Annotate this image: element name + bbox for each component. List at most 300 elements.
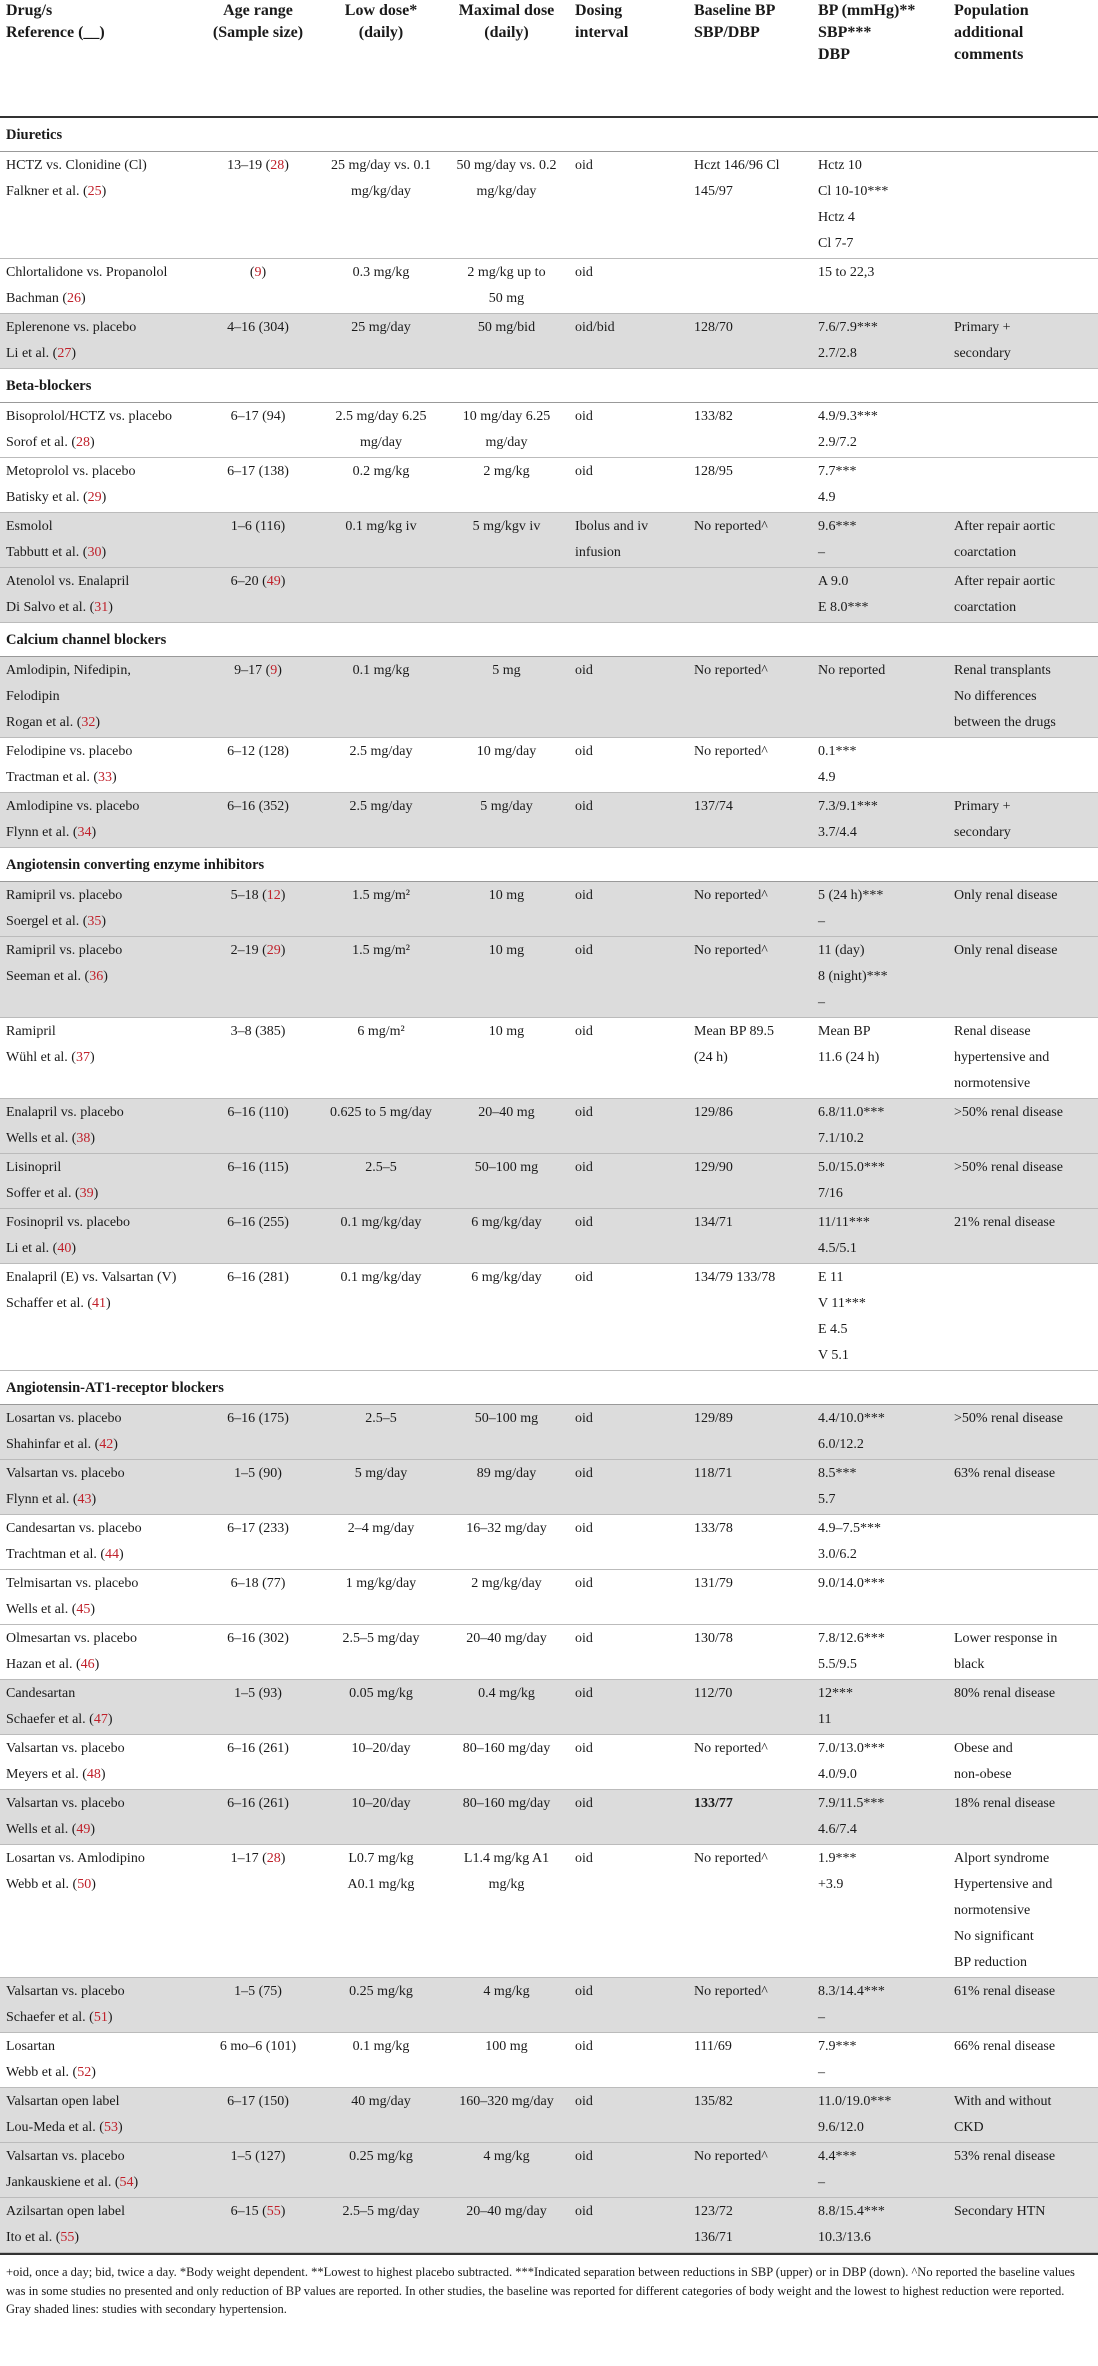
age-cell: 6–16 (255) [198,1209,318,1264]
bp-cell: 8.3/14.4*** – [812,1978,948,2033]
population-cell: >50% renal disease [948,1405,1098,1460]
age-cell: 6–16 (352) [198,793,318,848]
drug-cell: Valsartan vs. placebo Flynn et al. (43) [0,1460,198,1515]
section-title: Angiotensin converting enzyme inhibitors [0,848,1098,882]
drug-cell: Valsartan vs. placebo Wells et al. (49) [0,1790,198,1845]
header-line: Baseline BP [694,2,776,19]
interval-cell: oid [569,1790,688,1845]
population-cell: Renal disease hypertensive and normotensive [948,1018,1098,1099]
population-cell [948,1515,1098,1570]
interval-cell: oid [569,882,688,937]
age-cell: 6 mo–6 (101) [198,2033,318,2088]
population-cell: With and without CKD [948,2088,1098,2143]
low-dose-cell: 2.5–5 mg/day [318,1625,444,1680]
bp-cell: A 9.0 E 8.0*** [812,568,948,623]
age-cell: 6–16 (115) [198,1154,318,1209]
age-cell: 6–15 (55) [198,2198,318,2253]
drug-cell: Losartan vs. placebo Shahinfar et al. (42) [0,1405,198,1460]
baseline-cell: 134/79 133/78 [688,1264,812,1371]
interval-cell [569,568,688,623]
drug-cell: Metoprolol vs. placebo Batisky et al. (29) [0,458,198,513]
drug-cell: Azilsartan open label Ito et al. (55) [0,2198,198,2253]
reference-number[interactable]: 54 [119,2175,134,2190]
population-cell [948,259,1098,314]
reference-number[interactable]: 9 [270,663,278,678]
table-row [0,458,1098,513]
baseline-cell: 128/70 [688,314,812,369]
bp-cell: 8.5*** 5.7 [812,1460,948,1515]
drug-cell: Losartan vs. Amlodipino Webb et al. (50) [0,1845,198,1978]
reference-number[interactable]: 37 [75,1050,90,1065]
table-row [0,403,1098,458]
baseline-cell: 131/79 [688,1570,812,1625]
baseline-cell: 129/90 [688,1154,812,1209]
population-cell: >50% renal disease [948,1099,1098,1154]
reference-number[interactable]: 51 [93,2010,108,2025]
low-dose-cell: 0.3 mg/kg [318,259,444,314]
header-line: Low dose* [344,2,418,19]
baseline-cell: 135/82 [688,2088,812,2143]
age-cell: 6–12 (128) [198,738,318,793]
low-dose-cell: 0.1 mg/kg [318,2033,444,2088]
baseline-cell: No reported^ [688,1845,812,1978]
max-dose-cell: 10 mg [444,882,569,937]
age-cell: 6–17 (150) [198,2088,318,2143]
bp-cell: 7.6/7.9*** 2.7/2.8 [812,314,948,369]
bp-cell: 7.9*** – [812,2033,948,2088]
low-dose-cell: 0.05 mg/kg [318,1680,444,1735]
reference-number[interactable]: 31 [94,600,109,615]
bp-cell: 4.4/10.0*** 6.0/12.2 [812,1405,948,1460]
low-dose-cell: 40 mg/day [318,2088,444,2143]
max-dose-cell: 4 mg/kg [444,1978,569,2033]
header-baseline [688,0,812,117]
bp-cell: 11.0/19.0*** 9.6/12.0 [812,2088,948,2143]
drug-cell: Candesartan vs. placebo Trachtman et al. (44) [0,1515,198,1570]
header-line: additional [954,24,1024,41]
reference-number[interactable]: 28 [270,158,285,173]
baseline-cell [688,259,812,314]
table-row [0,1978,1098,2033]
max-dose-cell: 20–40 mg/day [444,1625,569,1680]
age-cell: 6–16 (281) [198,1264,318,1371]
header-line: Age range [223,2,293,19]
population-cell: 18% renal disease [948,1790,1098,1845]
reference-number[interactable]: 50 [77,1877,92,1892]
population-cell [948,1264,1098,1371]
interval-cell: oid [569,657,688,738]
drug-cell: HCTZ vs. Clonidine (Cl) Falkner et al. (25) [0,152,198,259]
drug-cell: Amlodipin, Nifedipin, Felodipin Rogan et al. (32) [0,657,198,738]
max-dose-cell: 2 mg/kg/day [444,1570,569,1625]
low-dose-cell: 1 mg/kg/day [318,1570,444,1625]
reference-number[interactable]: 33 [98,770,113,785]
table-row [0,513,1098,568]
drug-cell: Valsartan vs. placebo Jankauskiene et al. (54) [0,2143,198,2198]
drug-cell: Atenolol vs. Enalapril Di Salvo et al. (31) [0,568,198,623]
max-dose-cell: 5 mg [444,657,569,738]
table-row [0,2143,1098,2198]
reference-number[interactable]: 25 [87,184,102,199]
population-cell [948,738,1098,793]
baseline-cell: No reported^ [688,937,812,1018]
low-dose-cell: 0.1 mg/kg iv [318,513,444,568]
age-cell: (9) [198,259,318,314]
header-line: interval [575,24,629,41]
bp-cell: No reported [812,657,948,738]
interval-cell: oid [569,1264,688,1371]
interval-cell: oid [569,1735,688,1790]
bp-cell: 5 (24 h)*** – [812,882,948,937]
low-dose-cell: 2.5 mg/day [318,793,444,848]
population-cell: 21% renal disease [948,1209,1098,1264]
low-dose-cell: 2.5 mg/day 6.25 mg/day [318,403,444,458]
reference-number[interactable]: 44 [105,1547,120,1562]
table-row [0,1625,1098,1680]
low-dose-cell: 25 mg/day vs. 0.1 mg/kg/day [318,152,444,259]
bp-cell: 4.9–7.5*** 3.0/6.2 [812,1515,948,1570]
reference-number[interactable]: 27 [57,346,72,361]
reference-number[interactable]: 30 [87,545,102,560]
age-cell: 6–17 (233) [198,1515,318,1570]
low-dose-cell: 2.5 mg/day [318,738,444,793]
header-line: comments [954,46,1024,63]
header-interval [569,0,688,117]
table-row [0,1264,1098,1371]
drug-cell: Fosinopril vs. placebo Li et al. (40) [0,1209,198,1264]
interval-cell: oid [569,1018,688,1099]
max-dose-cell: 50–100 mg [444,1154,569,1209]
low-dose-cell: 2–4 mg/day [318,1515,444,1570]
bp-cell: 9.0/14.0*** [812,1570,948,1625]
drug-cell: Losartan Webb et al. (52) [0,2033,198,2088]
max-dose-cell: 20–40 mg/day [444,2198,569,2253]
low-dose-cell: 2.5–5 [318,1405,444,1460]
max-dose-cell: 2 mg/kg up to 50 mg [444,259,569,314]
baseline-cell: No reported^ [688,513,812,568]
table-row [0,738,1098,793]
bp-cell: 1.9*** +3.9 [812,1845,948,1978]
interval-cell: oid [569,1405,688,1460]
low-dose-cell: 10–20/day [318,1790,444,1845]
reference-number[interactable]: 29 [87,490,102,505]
baseline-cell: 111/69 [688,2033,812,2088]
interval-cell: oid [569,1209,688,1264]
header-line: (Sample size) [212,24,304,41]
reference-number[interactable]: 55 [266,2204,281,2219]
max-dose-cell: L1.4 mg/kg A1 mg/kg [444,1845,569,1978]
reference-number[interactable]: 39 [79,1186,94,1201]
drug-cell: Enalapril (E) vs. Valsartan (V) Schaffer et al. (41) [0,1264,198,1371]
table-row [0,2033,1098,2088]
interval-cell: oid [569,1460,688,1515]
table-row [0,1790,1098,1845]
reference-number[interactable]: 9 [254,265,262,280]
age-cell: 13–19 (28) [198,152,318,259]
drug-cell: Telmisartan vs. placebo Wells et al. (45) [0,1570,198,1625]
section-row [0,623,1098,657]
drug-cell: Amlodipine vs. placebo Flynn et al. (34) [0,793,198,848]
max-dose-cell: 10 mg [444,937,569,1018]
table-body [0,117,1098,2253]
low-dose-cell: 1.5 mg/m² [318,882,444,937]
interval-cell: oid [569,2198,688,2253]
table-row [0,2088,1098,2143]
population-cell [948,458,1098,513]
max-dose-cell: 16–32 mg/day [444,1515,569,1570]
interval-cell: oid [569,403,688,458]
reference-number[interactable]: 41 [92,1296,107,1311]
bp-cell: 11 (day) 8 (night)*** – [812,937,948,1018]
drug-cell: Ramipril vs. placebo Soergel et al. (35) [0,882,198,937]
reference-number[interactable]: 29 [266,943,281,958]
reference-number[interactable]: 34 [77,825,92,840]
age-cell: 9–17 (9) [198,657,318,738]
baseline-cell: No reported^ [688,882,812,937]
baseline-cell: 129/89 [688,1405,812,1460]
table-row [0,1735,1098,1790]
bp-cell: 12*** 11 [812,1680,948,1735]
max-dose-cell: 0.4 mg/kg [444,1680,569,1735]
max-dose-cell: 100 mg [444,2033,569,2088]
drug-cell: Olmesartan vs. placebo Hazan et al. (46) [0,1625,198,1680]
drug-cell: Eplerenone vs. placebo Li et al. (27) [0,314,198,369]
population-cell: 66% renal disease [948,2033,1098,2088]
population-cell: Lower response in black [948,1625,1098,1680]
reference-number[interactable]: 12 [266,888,281,903]
age-cell: 1–5 (93) [198,1680,318,1735]
interval-cell: oid [569,1570,688,1625]
baseline-cell: 137/74 [688,793,812,848]
drug-cell: Enalapril vs. placebo Wells et al. (38) [0,1099,198,1154]
bp-cell: 8.8/15.4*** 10.3/13.6 [812,2198,948,2253]
table-row [0,1845,1098,1978]
population-cell: After repair aortic coarctation [948,568,1098,623]
header-line: SBP*** [818,24,872,41]
interval-cell: oid [569,259,688,314]
age-cell: 6–16 (302) [198,1625,318,1680]
reference-number[interactable]: 40 [57,1241,72,1256]
max-dose-cell: 89 mg/day [444,1460,569,1515]
max-dose-cell [444,568,569,623]
table-row [0,259,1098,314]
baseline-cell: 128/95 [688,458,812,513]
baseline-cell: Hczt 146/96 Cl 145/97 [688,152,812,259]
header-drug [0,0,198,117]
population-cell: 61% renal disease [948,1978,1098,2033]
max-dose-cell: 50 mg/day vs. 0.2 mg/kg/day [444,152,569,259]
bp-cell: 7.7*** 4.9 [812,458,948,513]
population-cell: Obese and non-obese [948,1735,1098,1790]
interval-cell: oid [569,937,688,1018]
section-title: Calcium channel blockers [0,623,1098,657]
low-dose-cell: 6 mg/m² [318,1018,444,1099]
baseline-cell: No reported^ [688,657,812,738]
age-cell: 6–17 (138) [198,458,318,513]
table-row [0,1515,1098,1570]
low-dose-cell: 0.25 mg/kg [318,1978,444,2033]
baseline-cell [688,568,812,623]
drug-cell: Valsartan vs. placebo Schaefer et al. (51) [0,1978,198,2033]
population-cell: Primary + secondary [948,314,1098,369]
drug-cell: Lisinopril Soffer et al. (39) [0,1154,198,1209]
section-title: Diuretics [0,117,1098,152]
reference-number[interactable]: 28 [266,1851,281,1866]
reference-number[interactable]: 53 [103,2120,118,2135]
table-row [0,1099,1098,1154]
header-low-dose [318,0,444,117]
max-dose-cell: 10 mg [444,1018,569,1099]
low-dose-cell: 0.1 mg/kg [318,657,444,738]
interval-cell: oid [569,1680,688,1735]
header-line: Reference (__) [6,24,105,41]
header-line: Population [954,2,1029,19]
table-row [0,1018,1098,1099]
table-row [0,1405,1098,1460]
interval-cell: oid [569,2143,688,2198]
max-dose-cell: 4 mg/kg [444,2143,569,2198]
interval-cell: oid [569,1099,688,1154]
reference-number[interactable]: 49 [76,1822,91,1837]
table-row [0,1680,1098,1735]
reference-number[interactable]: 38 [76,1131,91,1146]
table-header-row [0,0,1098,117]
header-bp [812,0,948,117]
low-dose-cell: L0.7 mg/kg A0.1 mg/kg [318,1845,444,1978]
section-row [0,1371,1098,1405]
population-cell: 63% renal disease [948,1460,1098,1515]
reference-number[interactable]: 35 [87,914,102,929]
interval-cell: Ibolus and iv infusion [569,513,688,568]
header-age [198,0,318,117]
reference-number[interactable]: 45 [76,1602,91,1617]
reference-number[interactable]: 26 [67,291,82,306]
header-line: Dosing [575,2,623,19]
reference-number[interactable]: 49 [266,574,281,589]
baseline-cell: 118/71 [688,1460,812,1515]
section-row [0,848,1098,882]
table-row [0,1570,1098,1625]
reference-number[interactable]: 32 [81,715,96,730]
table-row [0,314,1098,369]
age-cell: 4–16 (304) [198,314,318,369]
reference-number[interactable]: 28 [75,435,90,450]
population-cell: Renal transplants No differences between the drugs [948,657,1098,738]
reference-number[interactable]: 46 [80,1657,95,1672]
drug-cell: Esmolol Tabbutt et al. (30) [0,513,198,568]
baseline-cell: No reported^ [688,738,812,793]
interval-cell: oid/bid [569,314,688,369]
low-dose-cell: 0.2 mg/kg [318,458,444,513]
header-line: (daily) [358,24,404,41]
max-dose-cell: 6 mg/kg/day [444,1264,569,1371]
table-row [0,568,1098,623]
low-dose-cell: 2.5–5 [318,1154,444,1209]
header-line: BP (mmHg)** [818,2,916,19]
bp-cell: 4.9/9.3*** 2.9/7.2 [812,403,948,458]
bp-cell: 9.6*** – [812,513,948,568]
reference-number[interactable]: 55 [60,2230,75,2245]
population-cell: 80% renal disease [948,1680,1098,1735]
interval-cell: oid [569,1845,688,1978]
age-cell: 1–5 (75) [198,1978,318,2033]
section-title: Beta-blockers [0,369,1098,403]
low-dose-cell: 10–20/day [318,1735,444,1790]
table-row [0,1460,1098,1515]
bp-cell: Mean BP 11.6 (24 h) [812,1018,948,1099]
population-cell: After repair aortic coarctation [948,513,1098,568]
reference-number[interactable]: 42 [99,1437,114,1452]
baseline-cell: No reported^ [688,1978,812,2033]
bp-cell: 7.9/11.5*** 4.6/7.4 [812,1790,948,1845]
population-cell: >50% renal disease [948,1154,1098,1209]
age-cell: 1–5 (127) [198,2143,318,2198]
reference-number[interactable]: 43 [77,1492,92,1507]
low-dose-cell [318,568,444,623]
population-cell [948,152,1098,259]
max-dose-cell: 50–100 mg [444,1405,569,1460]
max-dose-cell: 50 mg/bid [444,314,569,369]
interval-cell: oid [569,1978,688,2033]
population-cell [948,1570,1098,1625]
drug-cell: Felodipine vs. placebo Tractman et al. (33) [0,738,198,793]
max-dose-cell: 6 mg/kg/day [444,1209,569,1264]
age-cell: 3–8 (385) [198,1018,318,1099]
max-dose-cell: 160–320 mg/day [444,2088,569,2143]
bp-cell: 5.0/15.0*** 7/16 [812,1154,948,1209]
header-line: Maximal dose [458,2,555,19]
max-dose-cell: 10 mg/day 6.25 mg/day [444,403,569,458]
baseline-cell: 133/82 [688,403,812,458]
baseline-cell: 129/86 [688,1099,812,1154]
interval-cell: oid [569,1154,688,1209]
max-dose-cell: 80–160 mg/day [444,1790,569,1845]
interval-cell: oid [569,1625,688,1680]
reference-number[interactable]: 52 [77,2065,92,2080]
baseline-cell: 112/70 [688,1680,812,1735]
section-title: Angiotensin-AT1-receptor blockers [0,1371,1098,1405]
bp-cell: 4.4*** – [812,2143,948,2198]
table-row [0,882,1098,937]
bp-cell: 11/11*** 4.5/5.1 [812,1209,948,1264]
reference-number[interactable]: 36 [89,969,104,984]
low-dose-cell: 0.625 to 5 mg/day [318,1099,444,1154]
max-dose-cell: 5 mg/kgv iv [444,513,569,568]
low-dose-cell: 1.5 mg/m² [318,937,444,1018]
population-cell: Alport syndrome Hypertensive and normotensive No significant BP reduction [948,1845,1098,1978]
section-row [0,117,1098,152]
bp-cell: 7.3/9.1*** 3.7/4.4 [812,793,948,848]
table-row [0,152,1098,259]
bp-cell: E 11 V 11*** E 4.5 V 5.1 [812,1264,948,1371]
age-cell: 1–17 (28) [198,1845,318,1978]
header-line: (daily) [484,24,529,41]
reference-number[interactable]: 48 [86,1767,101,1782]
baseline-cell: 133/77 [688,1790,812,1845]
interval-cell: oid [569,2033,688,2088]
table-row [0,657,1098,738]
age-cell: 2–19 (29) [198,937,318,1018]
drug-cell: Chlortalidone vs. Propanolol Bachman (26) [0,259,198,314]
reference-number[interactable]: 47 [93,1712,108,1727]
bp-cell: 7.8/12.6*** 5.5/9.5 [812,1625,948,1680]
bp-cell: 0.1*** 4.9 [812,738,948,793]
baseline-cell: No reported^ [688,2143,812,2198]
interval-cell: oid [569,2088,688,2143]
age-cell: 1–5 (90) [198,1460,318,1515]
drug-cell: Ramipril Wühl et al. (37) [0,1018,198,1099]
population-cell: 53% renal disease [948,2143,1098,2198]
